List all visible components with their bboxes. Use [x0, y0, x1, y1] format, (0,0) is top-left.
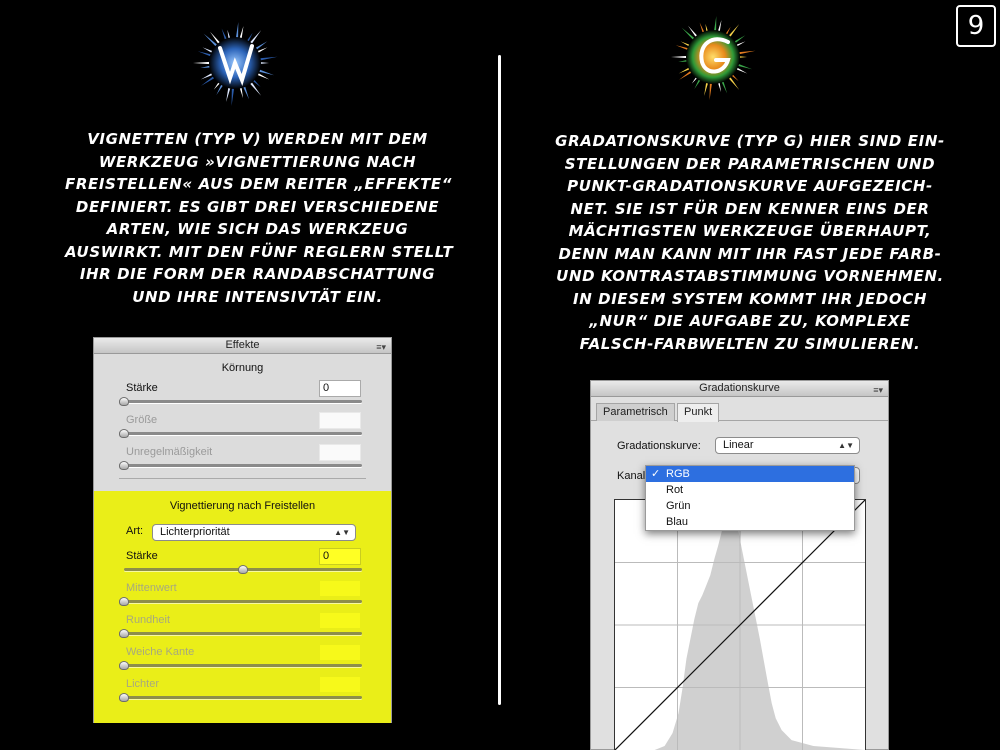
slider-row — [94, 642, 391, 674]
chevron-updown-icon: ▲▼ — [838, 441, 854, 450]
vignette-params — [94, 546, 391, 706]
koernung-section — [94, 378, 391, 474]
slider-handle — [119, 693, 129, 702]
art-select-value: Lichterpriorität — [160, 526, 230, 538]
slider-label: Lichter — [126, 678, 160, 690]
slider-label: Größe — [126, 414, 158, 426]
text-line: DENN MAN KANN MIT IHR FAST JEDE FARB- — [558, 244, 942, 263]
option-label: Blau — [666, 516, 689, 528]
slider-label: Unregelmäßigkeit — [126, 446, 213, 458]
vignette-section — [94, 491, 391, 723]
text-line: VIGNETTEN (TYP V) WERDEN MIT DEM — [87, 130, 428, 148]
text-line: „NUR“ DIE AUFGABE ZU, KOMPLEXE — [589, 312, 911, 330]
art-select[interactable] — [152, 524, 356, 541]
slider-row — [94, 378, 391, 410]
option-label: RGB — [666, 468, 690, 480]
slider-track — [124, 432, 362, 435]
slider-track — [124, 664, 362, 667]
art-row — [94, 516, 391, 546]
slider-row — [94, 442, 391, 474]
text-line: UND IHRE INTENSIVTÄT EIN. — [132, 287, 383, 306]
slider-label: Rundheit — [126, 614, 171, 626]
text-line: STELLUNGEN DER PARAMETRISCHEN UND — [564, 154, 936, 173]
gradation-logo-icon — [668, 10, 758, 100]
text-line: UND KONTRASTABSTIMMUNG VORNEHMEN. — [556, 267, 944, 285]
slider-track — [124, 632, 362, 635]
slider-row — [94, 410, 391, 442]
slider-handle[interactable] — [238, 565, 248, 574]
gradationskurve-panel — [590, 380, 889, 750]
text-line: ARTEN, WIE SICH DAS WERKZEUG — [106, 220, 409, 238]
slider-handle — [119, 597, 129, 606]
slider-handle[interactable] — [119, 397, 129, 406]
slider-track — [124, 464, 362, 467]
text-line: NET. SIE IST FÜR DEN KENNER EINS DER — [570, 199, 930, 218]
channel-option-gruen[interactable] — [646, 498, 854, 514]
curve-graph[interactable] — [614, 499, 866, 750]
value-field — [319, 412, 361, 429]
slider-handle — [119, 461, 129, 470]
panel-menu-icon[interactable]: ≡▾ — [376, 342, 386, 352]
tab-parametrisch[interactable]: Parametrisch — [596, 403, 675, 421]
tab-punkt[interactable]: Punkt — [677, 403, 719, 422]
text-line: IHR DIE FORM DER RANDABSCHATTUNG — [79, 265, 436, 283]
text-line: DEFINIERT. ES GIBT DREI VERSCHIEDENE — [75, 197, 440, 216]
curve-select-value: Linear — [723, 439, 754, 451]
chevron-updown-icon: ▲▼ — [334, 528, 350, 537]
slider-label: Stärke — [126, 382, 158, 394]
value-field — [319, 612, 361, 629]
channel-option-blau[interactable] — [646, 514, 854, 530]
value-field[interactable]: 0 — [319, 548, 361, 565]
slider-row — [94, 546, 391, 578]
slider-row — [94, 578, 391, 610]
text-line: IN DIESEM SYSTEM KOMMT IHR JEDOCH — [573, 289, 927, 308]
vignette-title: Vignettierung nach Freistellen — [169, 500, 316, 512]
slider-row — [94, 610, 391, 642]
panel-title: Effekte — [225, 339, 260, 351]
slider-handle — [119, 661, 129, 670]
slider-label: Stärke — [126, 550, 158, 562]
text-line: GRADATIONSKURVE (TYP G) HIER SIND EIN- — [555, 132, 945, 150]
vignette-description — [65, 128, 454, 308]
panel-menu-icon[interactable]: ≡▾ — [873, 385, 883, 395]
slider-track — [124, 600, 362, 603]
checkmark-icon: ✓ — [651, 468, 661, 480]
slider-handle — [119, 629, 129, 638]
effekte-panel — [93, 337, 392, 723]
effekte-titlebar — [94, 338, 391, 354]
gradation-titlebar — [591, 381, 888, 397]
curve-select[interactable] — [715, 437, 860, 454]
slider-track[interactable] — [124, 568, 362, 571]
value-field — [319, 644, 361, 661]
text-line: WERKZEUG »VIGNETTIERUNG NACH — [98, 152, 417, 171]
slider-label: Mittenwert — [126, 582, 177, 594]
text-line: FALSCH-FARBWELTEN ZU SIMULIEREN. — [579, 334, 921, 353]
slider-track[interactable] — [124, 400, 362, 403]
vignette-logo-icon — [190, 18, 280, 108]
slider-row — [94, 674, 391, 706]
curve-label: Gradationskurve: — [617, 440, 701, 452]
text-line: PUNKT-GRADATIONSKURVE AUFGEZEICH- — [567, 177, 933, 195]
slider-track — [124, 696, 362, 699]
page-number: 9 — [956, 5, 996, 47]
gradation-description — [545, 130, 955, 355]
value-field — [319, 580, 361, 597]
slider-handle — [119, 429, 129, 438]
text-line: MÄCHTIGSTEN WERKZEUGE ÜBERHAUPT, — [568, 222, 932, 240]
text-line: FREISTELLEN« AUS DEM REITER „EFFEKTE“ — [65, 175, 453, 193]
option-label: Rot — [666, 484, 684, 496]
value-field[interactable]: 0 — [319, 380, 361, 397]
slider-label: Weiche Kante — [126, 646, 195, 658]
value-field — [319, 676, 361, 693]
tab-bar — [591, 397, 888, 421]
channel-dropdown-menu — [645, 465, 855, 531]
channel-label: Kanal — [617, 470, 646, 482]
art-label: Art: — [126, 525, 144, 537]
option-label: Grün — [666, 500, 691, 512]
column-divider — [498, 55, 501, 705]
koernung-title: Körnung — [221, 362, 264, 374]
channel-option-rot[interactable] — [646, 482, 854, 498]
separator — [119, 478, 366, 479]
panel-title: Gradationskurve — [699, 382, 780, 394]
value-field — [319, 444, 361, 461]
text-line: AUSWIRKT. MIT DEN FÜNF REGLERN STELLT — [65, 242, 454, 261]
channel-option-rgb[interactable] — [646, 466, 854, 482]
